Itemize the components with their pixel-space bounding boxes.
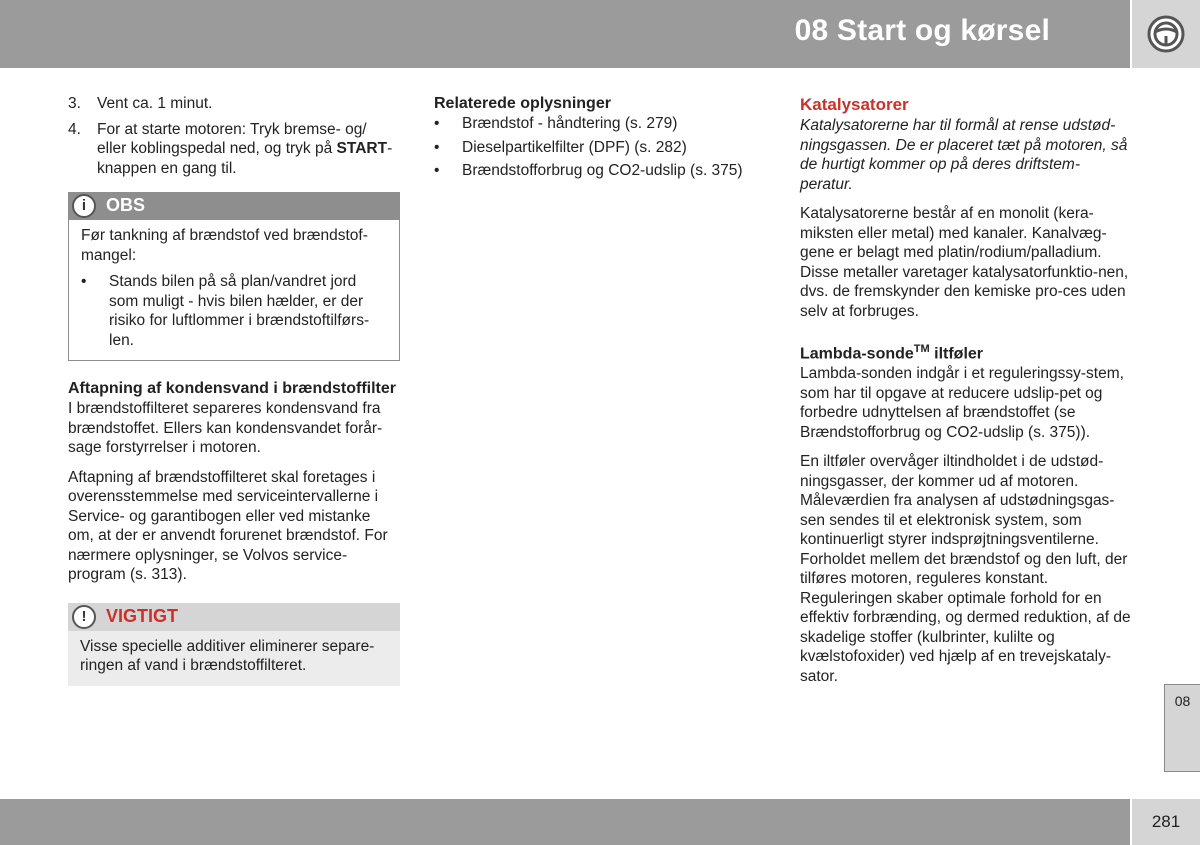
exclamation-icon: ! (72, 605, 96, 629)
related-heading: Relaterede oplysninger (434, 95, 611, 112)
step-text-part: For at starte motoren: Tryk bremse- og/ eller koblingspedal ned, og tryk på (97, 120, 367, 157)
vigtigt-label: VIGTIGT (106, 605, 178, 626)
obs-body (68, 220, 400, 361)
paragraph: Katalysatorerne består af en monolit (kera-miksten eller metal) med kanaler. Kanalvæg-gene er belagt med platin/rodium/palladium. Disse metaller varetager katalysatorfunktio-nen, dvs. de fremskynder den kemiske pro-ces uden selv at forbruges. (800, 205, 1129, 320)
step-text-part: -knappen en gang til. (97, 140, 393, 177)
lead-paragraph: Katalysatorerne har til formål at rense udstød-ningsgassen. De er placeret tæt på motoren, så de hurtigt kommer op på deres driftstem-peratur. (800, 117, 1128, 193)
obs-text: Før tankning af brændstof ved brændstof-mangel: (81, 227, 368, 264)
bullet-dot: • (434, 115, 440, 132)
spacer (800, 442, 1132, 452)
paragraph: Lambda-sonden indgår i et reguleringssy-stem, som har til opgave at reducere udslip-pet og forbedre udnyttelsen af brændstoffet (se Brændstofforbrug og CO2-udslip (s. 375)). (800, 365, 1124, 441)
vigtigt-note-box (68, 603, 400, 686)
step-item (68, 120, 400, 179)
related-link-text[interactable]: Brændstofforbrug og CO2-udslip (s. 375) (462, 162, 743, 179)
sub-heading (800, 339, 1132, 364)
paragraph: I brændstoffilteret separeres kondensvand fra brændstoffet. Ellers kan kondensvandet forår-sage forstyrrelser i motoren. (68, 400, 383, 456)
info-icon: i (72, 194, 96, 218)
spacer (800, 321, 1132, 339)
section-title: Katalysatorer (800, 95, 909, 114)
spacer (800, 194, 1132, 204)
column-middle (434, 94, 774, 181)
chapter-side-tab: 08 (1164, 684, 1200, 772)
sub-heading-text: iltføler (929, 345, 984, 363)
sub-heading-text: Lambda-sonde (800, 345, 914, 363)
related-link-item[interactable] (434, 138, 774, 158)
obs-bullet-text: Stands bilen på så plan/vandret jord som muligt - hvis bilen hælder, er der risiko for luftlommer i brændstoftilførs-len. (109, 273, 370, 349)
vigtigt-body (68, 631, 400, 686)
step-number: 3. (68, 95, 81, 112)
paragraph: Aftapning af brændstoffilteret skal foretages i overensstemmelse med serviceintervallerne i Service- og garantibogen eller ved mistanke om, at der er anvendt forurenet brændstof. For nærmere oplysninger, se Volvos service-program (s. 313). (68, 468, 388, 583)
trademark-sup: TM (913, 343, 930, 355)
bullet-dot: • (434, 138, 440, 156)
obs-note-box (68, 192, 400, 361)
header-bar (0, 0, 1130, 68)
spacer (68, 361, 400, 379)
header-icon-box (1132, 0, 1200, 68)
obs-header (68, 192, 400, 220)
steering-wheel-icon (1146, 14, 1186, 54)
step-number: 4. (68, 120, 81, 138)
step-text: Vent ca. 1 minut. (97, 95, 213, 112)
related-link-text[interactable]: Dieselpartikelfilter (DPF) (s. 282) (462, 138, 687, 156)
start-button-label: START (336, 140, 388, 157)
page-title: 08 Start og kørsel (794, 14, 1050, 47)
paragraph: En iltføler overvåger iltindholdet i de udstød-ningsgasser, der kommer ud af motoren. Måleværdien fra analysen af udstødningsgas-sen sendes til et elektronisk system, som kontinuerligt styrer indsprøjtningsventilerne. Forholdet mellem det brændstof og den luft, der tilføres motoren, reguleres konstant. Reguleringen skaber optimale forhold for en effektiv forbrænding, og dermed reduktion, af de skadelige stoffer (kulbrinter, kulilte og kvælstofoxider) ved hjælp af en trevejskataly-sator. (800, 453, 1131, 685)
list-item (81, 272, 387, 350)
spacer (68, 458, 400, 468)
related-link-item[interactable] (434, 161, 774, 181)
vigtigt-header (68, 603, 400, 631)
related-link-text[interactable]: Brændstof - håndtering (s. 279) (462, 115, 678, 132)
bullet-dot: • (81, 273, 87, 290)
column-right (800, 94, 1132, 686)
column-left (68, 94, 400, 686)
step-text (97, 120, 400, 179)
related-link-item[interactable] (434, 114, 774, 134)
page-number: 281 (1132, 799, 1200, 845)
obs-label: OBS (106, 195, 146, 216)
step-item (68, 94, 400, 114)
vigtigt-text: Visse specielle additiver eliminerer separe-ringen af vand i brændstoffilteret. (80, 637, 375, 674)
bullet-dot: • (434, 162, 440, 179)
footer-bar (0, 799, 1130, 845)
section-heading: Aftapning af kondensvand i brændstoffilter (68, 380, 397, 397)
